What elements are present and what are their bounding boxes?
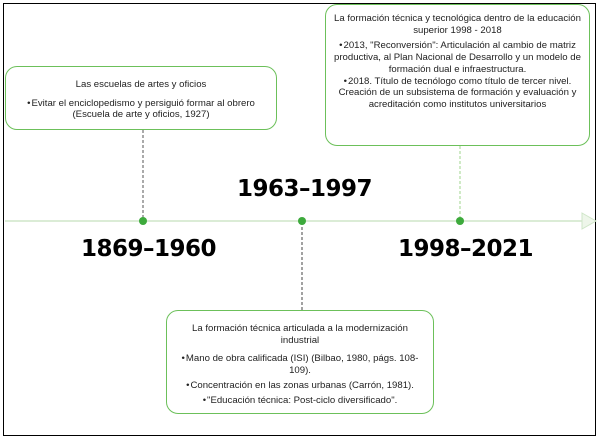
period-1-bullets [12,98,270,121]
period-2-bullet-1: • Mano de obra calificada (ISI) (Bilbao, 1980, págs. 108-109). [173,353,427,376]
period-2-bullet-2: • Concentración en las zonas urbanas (Carrón, 1981). [173,380,427,392]
period-2-box [166,310,434,414]
period-1-years: 1869–1960 [81,236,217,262]
period-1-title: Las escuelas de artes y oficios [75,79,207,90]
period-3-bullets [332,40,583,110]
period-3-bullet-2: • 2018. Título de tecnólogo como título de tercer nivel. Creación de un subsistema de formación y evaluación y acreditación como institutos universitarios [332,76,583,111]
period-3-box [325,4,590,146]
period-1-box [5,66,277,130]
period-3-bullet-1: • 2013, "Reconversión": Articulación al cambio de matriz productiva, al Plan Nacional de Desarrollo y un modelo de formación dual e infraestructura. [332,40,583,75]
period-2-bullets [173,353,427,406]
timeline-node-1 [139,217,147,225]
period-1-bullet-1: • Evitar el enciclopedismo y persiguió formar al obrero (Escuela de arte y oficios, 1927) [12,98,270,121]
period-2-title: La formación técnica articulada a la modernización industrial [192,323,408,346]
timeline-node-3 [456,217,464,225]
period-2-bullet-3: • "Educación técnica: Post-ciclo diversificado". [173,395,427,407]
timeline-node-2 [298,217,306,225]
timeline-arrowhead [582,213,596,229]
period-3-title: La formación técnica y tecnológica dentro de la educación superior 1998 - 2018 [334,13,581,36]
period-2-years: 1963–1997 [237,176,373,202]
period-3-years: 1998–2021 [398,236,534,262]
